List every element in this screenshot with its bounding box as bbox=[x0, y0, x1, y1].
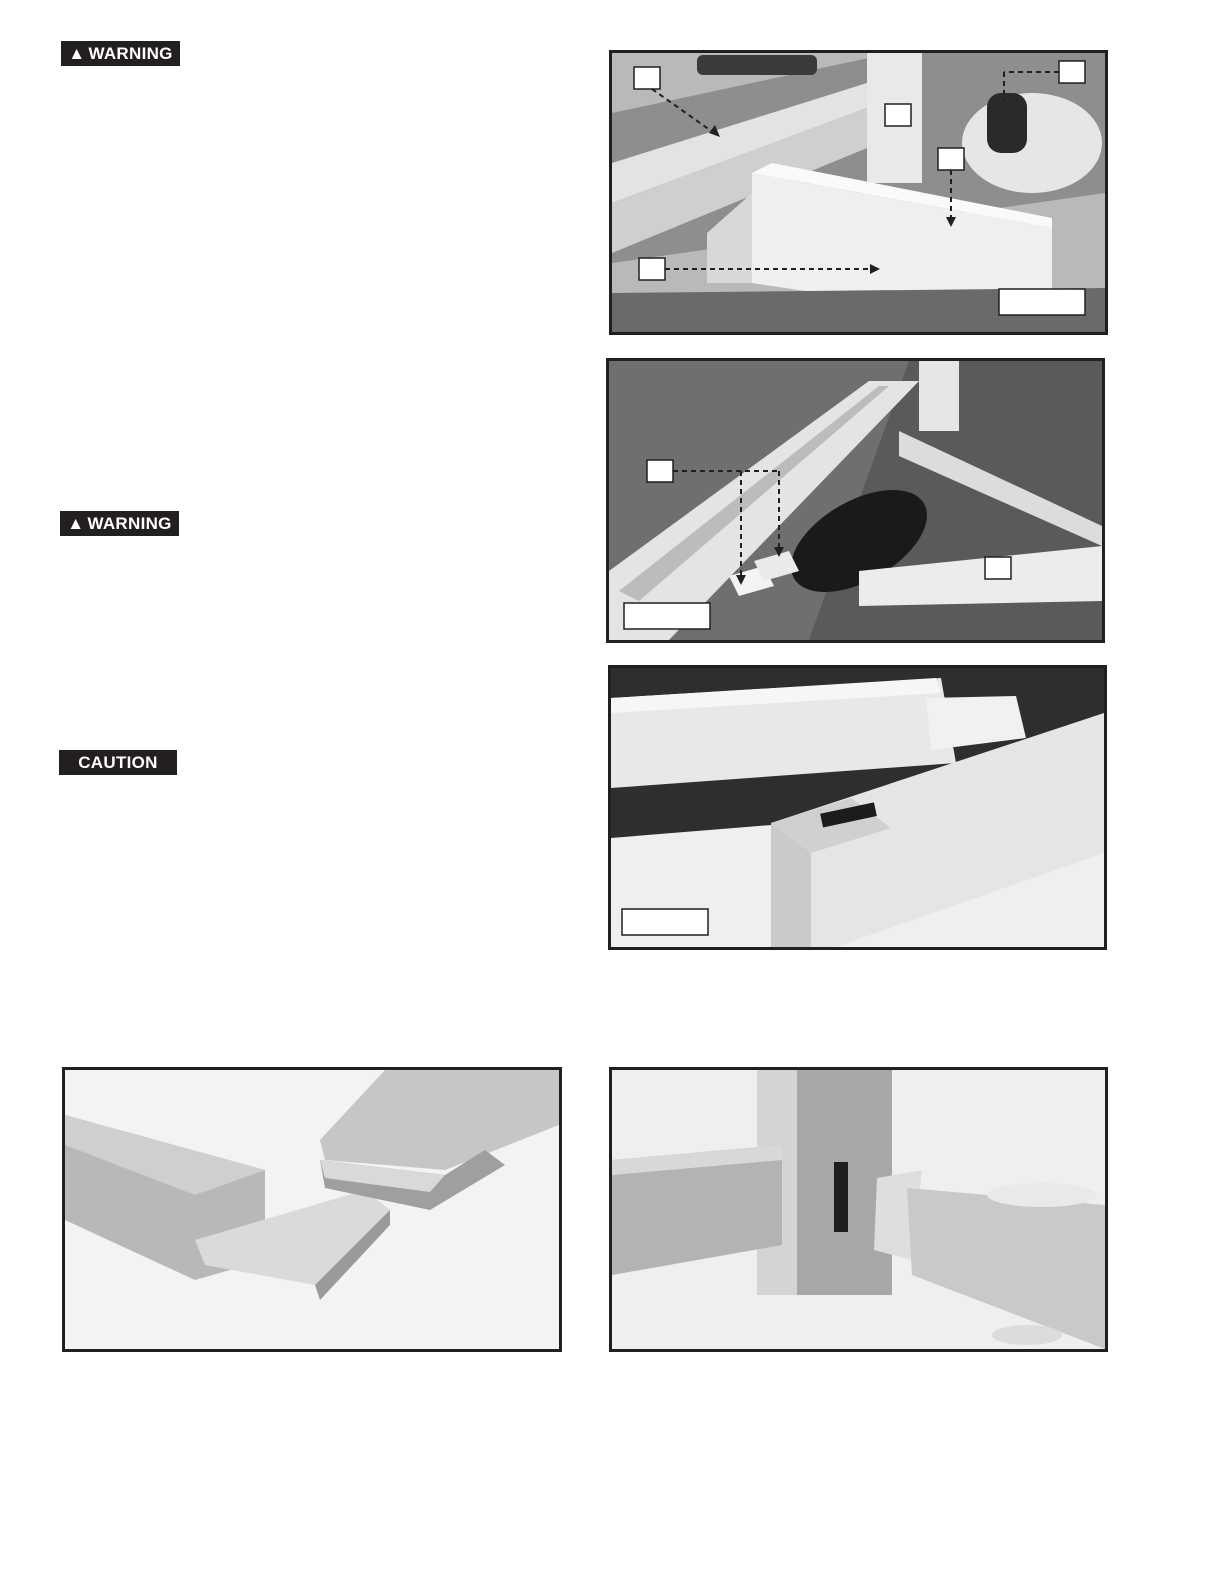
photo-illustration bbox=[609, 361, 1102, 640]
photo-illustration bbox=[65, 1070, 559, 1349]
photo-half-lap-joint bbox=[62, 1067, 562, 1352]
warning-badge bbox=[60, 511, 179, 536]
photo-tenon-and-mortise bbox=[608, 665, 1107, 950]
photo-illustration bbox=[611, 668, 1104, 947]
warning-badge bbox=[61, 41, 180, 66]
photo-tenon-insertion bbox=[609, 1067, 1108, 1352]
photo-cut-cheeks bbox=[606, 358, 1105, 643]
caution-label: CAUTION bbox=[78, 752, 158, 772]
photo-illustration bbox=[612, 1070, 1105, 1349]
warning-label: WARNING bbox=[87, 513, 172, 533]
warning-triangle-icon: ▲ bbox=[68, 43, 86, 63]
caution-badge bbox=[59, 750, 177, 775]
photo-tenon-cutting bbox=[609, 50, 1108, 335]
warning-label: WARNING bbox=[88, 43, 173, 63]
photo-illustration bbox=[612, 53, 1105, 332]
warning-triangle-icon: ▲ bbox=[67, 513, 85, 533]
